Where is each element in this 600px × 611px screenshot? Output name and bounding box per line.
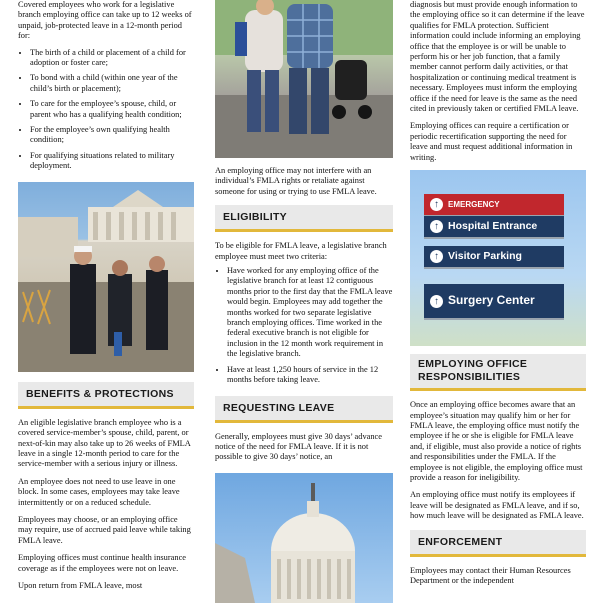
- arrow-up-icon: ↑: [430, 220, 443, 233]
- responsibilities-para-1: Once an employing office becomes aware that an employee’s situation may qualify him or her for FMLA leave, the employing office must notify the employee if he or she is eligible for FMLA leave and, if eligible, must also provide a notice of rights and responsibilities under the FMLA. If the employee is not eligible, the employing office must provide a reason for ineligibility.: [410, 400, 583, 482]
- hospital-sign-photo: [410, 170, 586, 346]
- capitol-officers-photo: [18, 182, 194, 372]
- employing-office-responsibilities-header: EMPLOYING OFFICE RESPONSIBILITIES: [410, 354, 586, 391]
- responsibilities-para-2: An employing office must notify its employees if leave will be designated as FMLA leave, and if so, how much leave will be designated as FMLA leave.: [410, 490, 584, 521]
- couple-stroller-illustration: [215, 0, 393, 158]
- capitol-dome-photo: [215, 473, 393, 603]
- benefits-para-1: An eligible legislative branch employee who is a covered service-member’s spouse, child, parent, or next-of-kin may also take up to 26 weeks of FMLA leave in a single 12-month period to care for the service-member with a serious injury or illness.: [18, 417, 191, 469]
- list-item: • Have at least 1,250 hours of service in the 12 months before taking leave.: [227, 365, 393, 386]
- column-left: [18, 0, 194, 598]
- column-right: [410, 0, 586, 593]
- hospital-entrance-sign: ↑ Hospital Entrance: [424, 216, 564, 239]
- eligibility-header: ELIGIBILITY: [215, 205, 393, 232]
- arrow-up-icon: ↑: [430, 198, 443, 211]
- list-item: • Have worked for any employing office of the legislative branch for at least 12 contiguous months prior to the first day that the FMLA leave would begin. Employees may add together the months worked for two separate legislative branch employing offices. Time worked in the federal executive branch is not eligible for inclusion in the 12 month work requirement in the legislative branch.: [227, 266, 393, 360]
- emergency-sign: ↑ EMERGENCY: [424, 194, 564, 217]
- benefits-para-4: Employing offices must continue health insurance coverage as if the employees were not on leave.: [18, 553, 187, 573]
- requesting-leave-text: Generally, employees must give 30 days’ advance notice of the need for FMLA leave. If it is not possible to give 30 days’ notice, an: [215, 431, 382, 462]
- arrow-up-icon: ↑: [430, 295, 443, 308]
- arrow-up-icon: ↑: [430, 250, 443, 263]
- intro-text: Covered employees who work for a legislative branch employing office can take up to 12 weeks of unpaid, job-protected leave in a 12-month period for:: [18, 0, 192, 41]
- notice-para-1: diagnosis but must provide enough information to the employing office so it can determine if the leave qualifies for FMLA protection. Sufficient information could include informing an employing office that the employee is or will be unable to perform his or her job function, that a family member cannot perform daily activities, or that hospitalization or continuing medical treatment is necessary. Employees must inform the employing office if the need for leave is the same as the need cited in previously taken or certified FMLA leave.: [410, 0, 585, 114]
- benefits-para-3: Employees may choose, or an employing office may require, use of accrued paid leave while taking FMLA leave.: [18, 514, 191, 545]
- notice-para-2: Employing offices can require a certification or periodic recertification supporting the need for leave and must request additional information in writing.: [410, 121, 573, 162]
- capitol-officers-illustration: [18, 182, 194, 372]
- couple-stroller-photo: [215, 0, 393, 158]
- list-item: • For qualifying situations related to military deployment.: [30, 151, 194, 172]
- benefits-para-2: An employee does not need to use leave in one block. In some cases, employees may take leave intermittently or on a reduced schedule.: [18, 476, 180, 507]
- enforcement-text: Employees may contact their Human Resources Department or the independent: [410, 565, 571, 585]
- benefits-header: BENEFITS & PROTECTIONS: [18, 382, 194, 409]
- enforcement-header: ENFORCEMENT: [410, 530, 586, 557]
- capitol-dome-illustration: [215, 473, 393, 603]
- list-item: • To care for the employee’s spouse, child, or parent who has a qualifying health condition;: [30, 99, 194, 120]
- surgery-center-sign: ↑ Surgery Center: [424, 284, 564, 320]
- eligibility-criteria-list: [215, 266, 393, 385]
- requesting-leave-header: REQUESTING LEAVE: [215, 396, 393, 423]
- list-item: • The birth of a child or placement of a child for adoption or foster care;: [30, 48, 194, 69]
- leave-reasons-list: [18, 48, 194, 172]
- benefits-para-5: Upon return from FMLA leave, most: [18, 580, 143, 590]
- column-middle: [215, 0, 393, 611]
- list-item: • To bond with a child (within one year of the child’s birth or placement);: [30, 73, 194, 94]
- list-item: • For the employee’s own qualifying health condition;: [30, 125, 194, 146]
- retaliation-text: An employing office may not interfere with an individual’s FMLA rights or retaliate against someone for using or trying to use FMLA leave.: [215, 166, 377, 196]
- visitor-parking-sign: ↑ Visitor Parking: [424, 246, 564, 269]
- eligibility-intro: To be eligible for FMLA leave, a legislative branch employee must meet two criteria:: [215, 241, 387, 261]
